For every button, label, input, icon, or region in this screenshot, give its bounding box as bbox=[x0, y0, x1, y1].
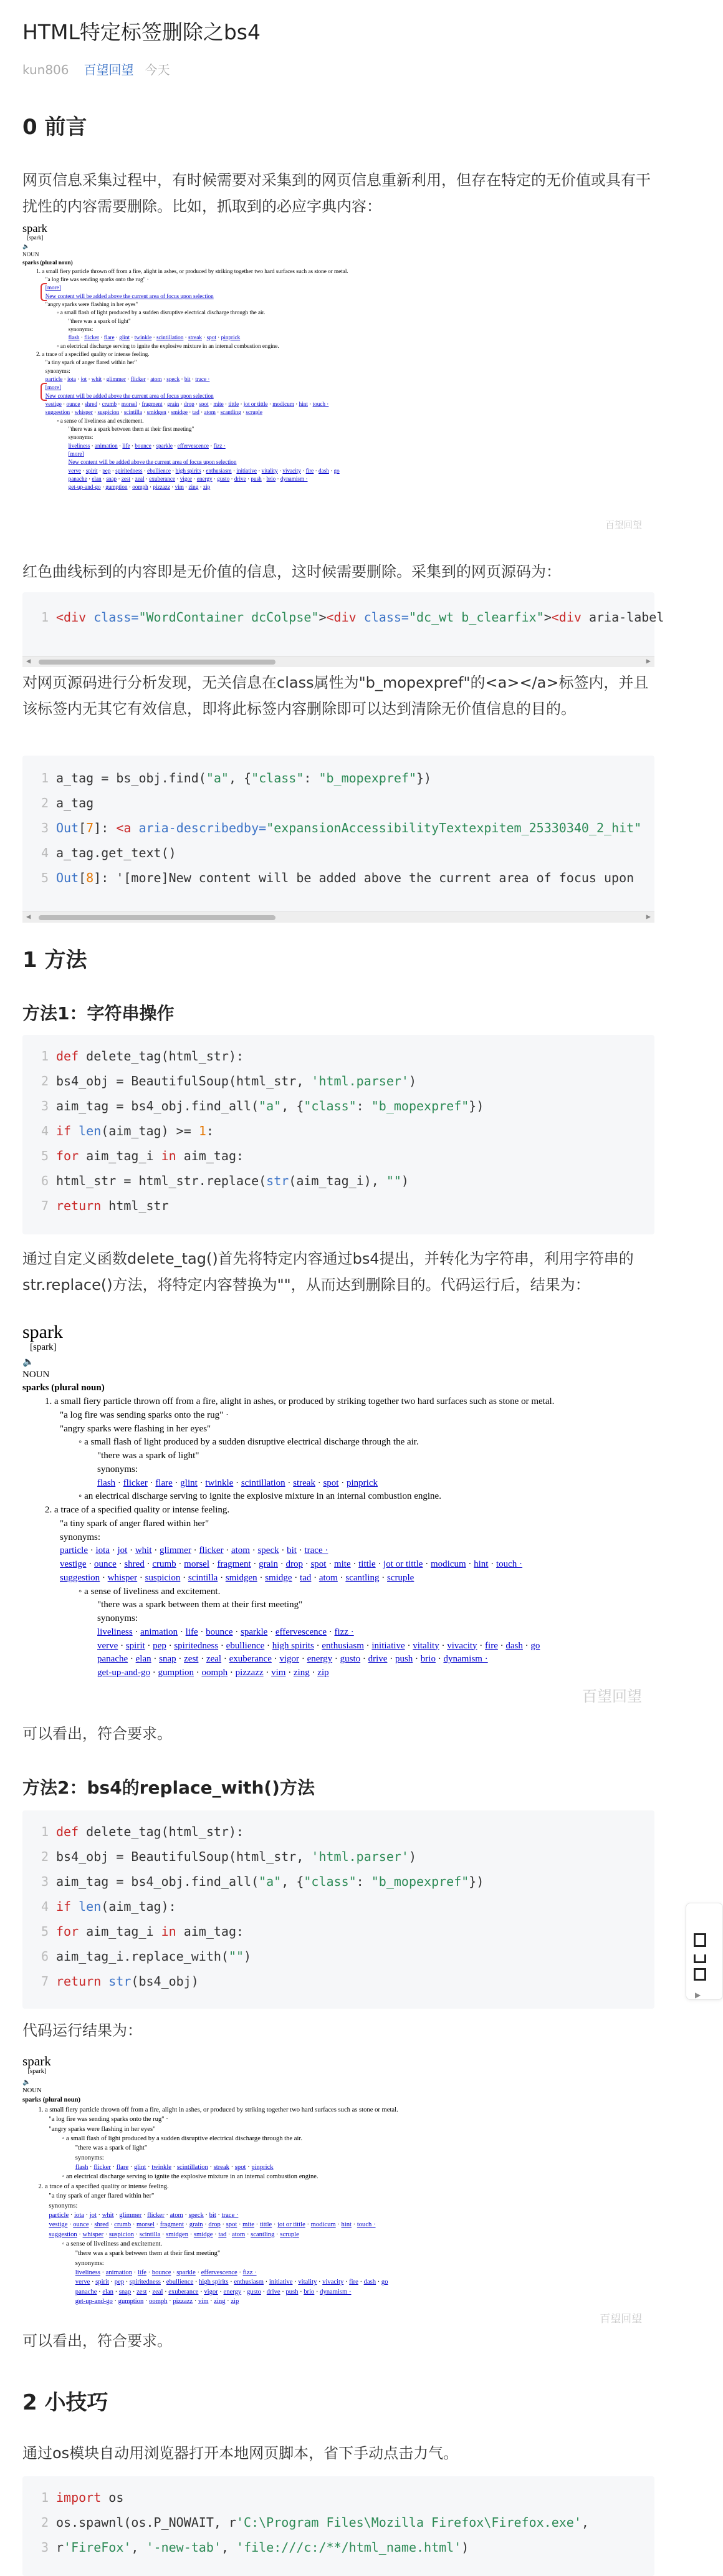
code-text: <div class="WordContainer dcColpse"><div class="dc_wt b_clearfix"><div aria-label bbox=[56, 610, 664, 625]
dict-line-headword: spark bbox=[22, 2054, 51, 2069]
dict-line-more[interactable]: [more] bbox=[68, 451, 84, 458]
dict-line-sub: sparks (plural noun) bbox=[22, 1383, 105, 1393]
line-number: 2 bbox=[41, 1074, 49, 1089]
code-text: def delete_tag(html_str): bbox=[56, 1049, 244, 1064]
scroll-right-icon[interactable]: ▶ bbox=[646, 912, 651, 921]
dict-line-speaker: 🔈 bbox=[22, 1357, 34, 1367]
subheading-method-2: 方法2：bs4的replace_with()方法 bbox=[22, 1777, 315, 1798]
code-text: Out[7]: <a aria-describedby="expansionAccessibilityTextexpitem_25330340_2_hit" bbox=[56, 820, 642, 835]
dict-line-e2: "a tiny spark of anger flared within her" bbox=[49, 2193, 155, 2200]
line-number: 3 bbox=[41, 820, 49, 835]
dict-line-headword: spark bbox=[22, 1322, 63, 1342]
code-line bbox=[22, 1098, 654, 1123]
dict-line-e1a: "there was a spark of light" bbox=[75, 2145, 148, 2152]
line-number: 5 bbox=[41, 1924, 49, 1939]
scrollbar-thumb[interactable] bbox=[39, 660, 275, 665]
dict-line-s1a: ◦ a small flash of light produced by a sudden disruptive electrical discharge through the air. bbox=[57, 309, 266, 316]
dict-line-more[interactable]: [more] bbox=[45, 384, 61, 391]
line-number: 2 bbox=[41, 1849, 49, 1864]
code-text: for aim_tag_i in aim_tag: bbox=[56, 1924, 244, 1939]
dict-line-syn: synonyms: bbox=[97, 1613, 138, 1623]
code-block-1 bbox=[22, 592, 664, 667]
code-block-4 bbox=[22, 1810, 654, 2009]
dict-line-s1a: ◦ a small flash of light produced by a sudden disruptive electrical discharge through the air. bbox=[79, 1437, 419, 1448]
watermark-text: 百望回望 bbox=[600, 2312, 642, 2325]
dict-line-syn3c[interactable]: panache · elan · snap · zest · zeal · exuberance · vigor · energy · gusto · drive · push · brio · dynamism · bbox=[97, 1654, 488, 1665]
line-number: 7 bbox=[41, 1198, 49, 1213]
dict-line-s2a: ◦ a sense of liveliness and excitement. bbox=[79, 1586, 221, 1597]
qr-code-icon-part bbox=[694, 1968, 706, 1981]
dict-line-syn3d[interactable]: get-up-and-go · gumption · oomph · pizzazz · vim · zing · zip bbox=[75, 2298, 239, 2305]
dict-line-e2a: "there was a spark between them at their first meeting" bbox=[68, 426, 194, 433]
dict-line-syn3[interactable]: liveliness · animation · life · bounce · sparkle · effervescence · fizz · bbox=[68, 442, 226, 449]
dict-line-syn: synonyms: bbox=[68, 434, 93, 441]
code-line bbox=[22, 2490, 654, 2515]
subheading-method-1: 方法1：字符串操作 bbox=[22, 1003, 175, 1024]
dict-line-e1: "a log fire was sending sparks onto the rug" · bbox=[45, 276, 149, 282]
dict-line-speaker: 🔈 bbox=[22, 243, 30, 249]
dict-line-pos: NOUN bbox=[22, 2087, 42, 2095]
publish-time: 今天 bbox=[145, 62, 170, 77]
code-text: if len(aim_tag) >= 1: bbox=[56, 1123, 214, 1138]
line-number: 1 bbox=[41, 610, 49, 625]
dict-line-e1b: "angry sparks were flashing in her eyes" bbox=[45, 300, 138, 307]
code-line bbox=[22, 870, 654, 895]
code-line bbox=[22, 1198, 654, 1223]
code-line bbox=[22, 2540, 654, 2565]
code-text: a_tag bbox=[56, 795, 94, 810]
dict-line-s1: 1. a small fiery particle thrown off from a fire, alight in ashes, or produced by striking together two hard surfaces such as stone or metal. bbox=[38, 2106, 398, 2113]
code-text: def delete_tag(html_str): bbox=[56, 1824, 244, 1839]
line-number: 6 bbox=[41, 1949, 49, 1964]
dict-line-syn2b[interactable]: vestige · ounce · shred · crumb · morsel · fragment · grain · drop · spot · mite · tittle · jot or tittle · modicum · hint · touch · bbox=[45, 401, 329, 408]
dict-line-e1b: "angry sparks were flashing in her eyes" bbox=[60, 1423, 211, 1434]
code-text: html_str = html_str.replace(str(aim_tag_i), "") bbox=[56, 1173, 409, 1188]
line-number: 6 bbox=[41, 1173, 49, 1188]
code-text: r'FireFox', '-new-tab', 'file:///c:/**/html_name.html') bbox=[56, 2540, 469, 2555]
section-heading-method: 1 方法 bbox=[22, 948, 87, 973]
line-number: 1 bbox=[41, 2490, 49, 2505]
line-number: 7 bbox=[41, 1974, 49, 1989]
dict-line-syn2[interactable]: particle · iota · jot · whit · glimmer · flicker · atom · speck · bit · trace · bbox=[45, 376, 210, 383]
line-number: 1 bbox=[41, 1049, 49, 1064]
dict-line-headword: spark bbox=[22, 222, 47, 234]
line-number: 4 bbox=[41, 845, 49, 860]
line-number: 2 bbox=[41, 795, 49, 810]
share-icon: ▶ bbox=[695, 1991, 701, 1999]
dict-line-morelink[interactable]: New content will be added above the current area of focus upon selection bbox=[45, 292, 214, 299]
dict-line-pron: [spark] bbox=[30, 1342, 57, 1352]
code-line bbox=[22, 1074, 654, 1098]
dict-line-s2a: ◦ a sense of liveliness and excitement. bbox=[62, 2240, 163, 2247]
line-number: 1 bbox=[41, 1824, 49, 1839]
code-line bbox=[22, 1849, 654, 1874]
dict-line-s2: 2. a trace of a specified quality or intense feeling. bbox=[45, 1505, 230, 1515]
paragraph-1: 网页信息采集过程中，有时候需要对采集到的网页信息重新利用，但存在特定的无价值或具有干扰性的内容需要删除。比如，抓取到的必应字典内容： bbox=[22, 171, 651, 215]
code-block-5 bbox=[22, 2476, 654, 2576]
dict-line-pos: NOUN bbox=[22, 251, 39, 257]
dict-line-syn2[interactable]: particle · iota · jot · whit · glimmer · flicker · atom · speck · bit · trace · bbox=[60, 1545, 328, 1556]
dict-line-e1: "a log fire was sending sparks onto the rug" · bbox=[60, 1410, 229, 1420]
dict-line-e1: "a log fire was sending sparks onto the rug" · bbox=[49, 2116, 168, 2123]
line-number: 1 bbox=[41, 771, 49, 786]
code-line bbox=[22, 845, 654, 870]
dict-line-syn2b[interactable]: vestige · ounce · shred · crumb · morsel · fragment · grain · drop · spot · mite · tittle · jot or tittle · modicum · hint · touch · bbox=[49, 2221, 376, 2229]
qr-code-icon-part bbox=[694, 1954, 706, 1963]
dict-line-syn3c[interactable]: panache · elan · snap · zest · zeal · exuberance · vigor · energy · gusto · drive · push · brio · dynamism · bbox=[68, 476, 308, 483]
section-heading-intro: 0 前言 bbox=[22, 115, 87, 140]
code-text: a_tag = bs_obj.find("a", {"class": "b_mopexpref"}) bbox=[56, 771, 432, 786]
code-line bbox=[22, 1148, 654, 1173]
dict-line-syn: synonyms: bbox=[45, 367, 70, 374]
section-heading-tips: 2 小技巧 bbox=[22, 2390, 108, 2415]
line-number: 4 bbox=[41, 1899, 49, 1914]
dict-line-syn: synonyms: bbox=[97, 1464, 138, 1474]
code-line bbox=[22, 1949, 654, 1974]
dict-line-syn: synonyms: bbox=[49, 2202, 78, 2209]
dict-line-s2: 2. a trace of a specified quality or intense feeling. bbox=[36, 351, 150, 357]
scroll-left-icon[interactable]: ◀ bbox=[26, 656, 31, 665]
dict-line-s1: 1. a small fiery particle thrown off from a fire, alight in ashes, or produced by striking together two hard surfaces such as stone or metal. bbox=[36, 267, 348, 274]
code-text: a_tag.get_text() bbox=[56, 845, 176, 860]
dictionary-screenshot-3 bbox=[22, 2051, 654, 2338]
dict-line-pron: [spark] bbox=[27, 2068, 47, 2075]
dict-line-syn1[interactable]: flash · flicker · flare · glint · twinkle · scintillation · streak · spot · pinprick bbox=[97, 1478, 378, 1488]
dict-line-syn2c[interactable]: suggestion · whisper · suspicion · scintilla · smidgen · smidge · tad · atom · scantling · scruple bbox=[60, 1572, 414, 1583]
dict-line-syn2c[interactable]: suggestion · whisper · suspicion · scintilla · smidgen · smidge · tad · atom · scantling · scruple bbox=[49, 2231, 299, 2238]
dict-line-e2a: "there was a spark between them at their first meeting" bbox=[75, 2250, 221, 2257]
code-line bbox=[22, 1824, 654, 1849]
dict-line-e1a: "there was a spark of light" bbox=[97, 1451, 199, 1461]
dict-line-more[interactable]: [more] bbox=[45, 284, 61, 291]
code-line bbox=[22, 795, 654, 820]
code-text: for aim_tag_i in aim_tag: bbox=[56, 1148, 244, 1163]
dict-line-e2: "a tiny spark of anger flared within her" bbox=[45, 359, 137, 366]
code-line bbox=[22, 1874, 654, 1899]
line-number: 3 bbox=[41, 1874, 49, 1889]
dict-line-speaker: 🔈 bbox=[22, 2079, 31, 2086]
dict-line-syn: synonyms: bbox=[75, 2259, 104, 2267]
dict-line-syn3d[interactable]: get-up-and-go · gumption · oomph · pizzazz · vim · zing · zip bbox=[68, 484, 211, 491]
code-line bbox=[22, 610, 664, 635]
dict-line-syn2[interactable]: particle · iota · jot · whit · glimmer · flicker · atom · speck · bit · trace · bbox=[49, 2211, 239, 2219]
code-text: return html_str bbox=[56, 1198, 169, 1213]
code-block-3 bbox=[22, 1035, 654, 1234]
dict-line-syn2b[interactable]: vestige · ounce · shred · crumb · morsel · fragment · grain · drop · spot · mite · tittle · jot or tittle · modicum · hint · touch · bbox=[60, 1559, 523, 1569]
code-text: bs4_obj = BeautifulSoup(html_str, 'html.parser') bbox=[56, 1849, 416, 1864]
watermark-text: 百望回望 bbox=[582, 1688, 642, 1705]
category-link[interactable]: 百望回望 bbox=[84, 62, 134, 77]
dict-line-syn1[interactable]: flash · flicker · flare · glint · twinkle · scintillation · streak · spot · pinprick bbox=[68, 334, 241, 341]
qr-code-icon bbox=[694, 1933, 706, 1947]
code-line bbox=[22, 1899, 654, 1924]
dict-line-syn3b[interactable]: verve · spirit · pep · spiritedness · ebullience · high spirits · enthusiasm · initiative · vitality · vivacity · fire · dash · go bbox=[97, 1640, 540, 1651]
code-text: aim_tag_i.replace_with("") bbox=[56, 1949, 252, 1964]
dict-line-e2: "a tiny spark of anger flared within her" bbox=[60, 1518, 209, 1529]
code-line bbox=[22, 1049, 654, 1074]
dict-line-syn1[interactable]: flash · flicker · flare · glint · twinkle · scintillation · streak · spot · pinprick bbox=[75, 2164, 274, 2171]
dict-line-syn3d[interactable]: get-up-and-go · gumption · oomph · pizzazz · vim · zing · zip bbox=[97, 1668, 329, 1678]
article-meta bbox=[22, 60, 170, 78]
line-number: 4 bbox=[41, 1123, 49, 1138]
code-line bbox=[22, 1924, 654, 1949]
line-number: 5 bbox=[41, 870, 49, 885]
dict-line-syn: synonyms: bbox=[60, 1532, 101, 1542]
line-number: 5 bbox=[41, 1148, 49, 1163]
paragraph-3: 对网页源码进行分析发现，无关信息在class属性为"b_mopexpref"的<a></a>标签内，并且该标签内无其它有效信息，即将此标签内容删除即可以达到清除无价值信息的目的。 bbox=[22, 674, 649, 718]
line-number: 3 bbox=[41, 2540, 49, 2555]
dictionary-screenshot-1 bbox=[22, 219, 654, 550]
code-text: import os bbox=[56, 2490, 124, 2505]
dict-line-s1a: ◦ a small flash of light produced by a sudden disruptive electrical discharge through the air. bbox=[62, 2135, 303, 2142]
code-line bbox=[22, 1173, 654, 1198]
scrollbar-thumb[interactable] bbox=[39, 915, 275, 920]
code-line bbox=[22, 1974, 654, 1999]
dict-line-s1: 1. a small fiery particle thrown off from a fire, alight in ashes, or produced by striking together two hard surfaces such as stone or metal. bbox=[45, 1396, 555, 1406]
line-number: 3 bbox=[41, 1098, 49, 1113]
dict-line-syn: synonyms: bbox=[68, 325, 93, 332]
floating-qr-panel[interactable] bbox=[686, 1903, 723, 2000]
dict-line-e1b: "angry sparks were flashing in her eyes" bbox=[49, 2125, 156, 2133]
dict-line-s1c: ◦ an electrical discharge serving to ignite the explosive mixture in an internal combustion engine. bbox=[57, 342, 279, 349]
article-title: HTML特定标签删除之bs4 bbox=[22, 20, 261, 44]
dict-line-sub: sparks (plural noun) bbox=[22, 2097, 81, 2104]
dict-line-s2a: ◦ a sense of liveliness and excitement. bbox=[57, 417, 144, 424]
paragraph-5: 可以看出，符合要求。 bbox=[22, 1725, 172, 1742]
paragraph-7: 可以看出，符合要求。 bbox=[22, 2332, 172, 2350]
dict-line-morelink[interactable]: New content will be added above the current area of focus upon selection bbox=[45, 392, 214, 399]
paragraph-4: 通过自定义函数delete_tag()首先将特定内容通过bs4提出，并转化为字符串，利用字符串的str.replace()方法，将特定内容替换为""，从而达到删除目的。代码运行后，结果为： bbox=[22, 1250, 634, 1294]
scroll-left-icon[interactable]: ◀ bbox=[26, 912, 31, 921]
horizontal-scrollbar[interactable] bbox=[22, 656, 654, 667]
dict-line-s2: 2. a trace of a specified quality or intense feeling. bbox=[38, 2183, 169, 2190]
code-text: aim_tag = bs4_obj.find_all("a", {"class": "b_mopexpref"}) bbox=[56, 1098, 484, 1113]
dict-line-syn3[interactable]: liveliness · animation · life · bounce · sparkle · effervescence · fizz · bbox=[75, 2269, 257, 2277]
code-text: bs4_obj = BeautifulSoup(html_str, 'html.parser') bbox=[56, 1074, 416, 1089]
code-block-2 bbox=[22, 756, 654, 923]
code-text: return str(bs4_obj) bbox=[56, 1974, 199, 1989]
code-line bbox=[22, 1123, 654, 1148]
code-text: if len(aim_tag): bbox=[56, 1899, 176, 1914]
dict-line-syn: synonyms: bbox=[75, 2154, 104, 2161]
dict-line-pron: [spark] bbox=[27, 234, 44, 241]
dict-line-e2a: "there was a spark between them at their first meeting" bbox=[97, 1600, 303, 1610]
dict-line-syn2c[interactable]: suggestion · whisper · suspicion · scintilla · smidgen · smidge · tad · atom · scantling · scruple bbox=[45, 409, 262, 416]
code-line bbox=[22, 771, 654, 795]
dict-line-syn3[interactable]: liveliness · animation · life · bounce · sparkle · effervescence · fizz · bbox=[97, 1627, 354, 1637]
dict-line-syn3b[interactable]: verve · spirit · pep · spiritedness · ebullience · high spirits · enthusiasm · initiative · vitality · vivacity · fire · dash · go bbox=[75, 2279, 388, 2286]
code-line bbox=[22, 820, 654, 845]
paragraph-8: 通过os模块自动用浏览器打开本地网页脚本，省下手动点击力气。 bbox=[22, 2444, 459, 2462]
dict-line-morelink[interactable]: New content will be added above the current area of focus upon selection bbox=[68, 459, 237, 466]
code-line bbox=[22, 2515, 654, 2540]
scroll-right-icon[interactable]: ▶ bbox=[646, 656, 651, 665]
horizontal-scrollbar[interactable] bbox=[22, 911, 654, 923]
dict-line-sub: sparks (plural noun) bbox=[22, 259, 73, 266]
watermark-text: 百望回望 bbox=[605, 520, 642, 531]
dict-line-syn3b[interactable]: verve · spirit · pep · spiritedness · ebullience · high spirits · enthusiasm · initiative · vitality · vivacity · fire · dash · go bbox=[68, 467, 340, 474]
line-number: 2 bbox=[41, 2515, 49, 2530]
author-link[interactable]: kun806 bbox=[22, 62, 69, 77]
code-text: Out[8]: '[more]New content will be added above the current area of focus upon bbox=[56, 870, 634, 885]
paragraph-2: 红色曲线标到的内容即是无价值的信息，这时候需要删除。采集到的网页源码为： bbox=[22, 563, 561, 580]
dict-line-syn3c[interactable]: panache · elan · snap · zest · zeal · exuberance · vigor · energy · gusto · drive · push · brio · dynamism · bbox=[75, 2288, 352, 2295]
dict-line-pos: NOUN bbox=[22, 1369, 50, 1380]
dictionary-screenshot-2 bbox=[22, 1319, 654, 1718]
code-text: aim_tag = bs4_obj.find_all("a", {"class": "b_mopexpref"}) bbox=[56, 1874, 484, 1889]
dict-line-e1a: "there was a spark of light" bbox=[68, 317, 131, 324]
dict-line-s1c: ◦ an electrical discharge serving to ignite the explosive mixture in an internal combustion engine. bbox=[62, 2173, 318, 2181]
paragraph-6: 代码运行结果为： bbox=[22, 2022, 142, 2039]
code-text: os.spawnl(os.P_NOWAIT, r'C:\Program Files\Mozilla Firefox\Firefox.exe', bbox=[56, 2515, 589, 2530]
dict-line-s1c: ◦ an electrical discharge serving to ignite the explosive mixture in an internal combustion engine. bbox=[79, 1491, 441, 1502]
